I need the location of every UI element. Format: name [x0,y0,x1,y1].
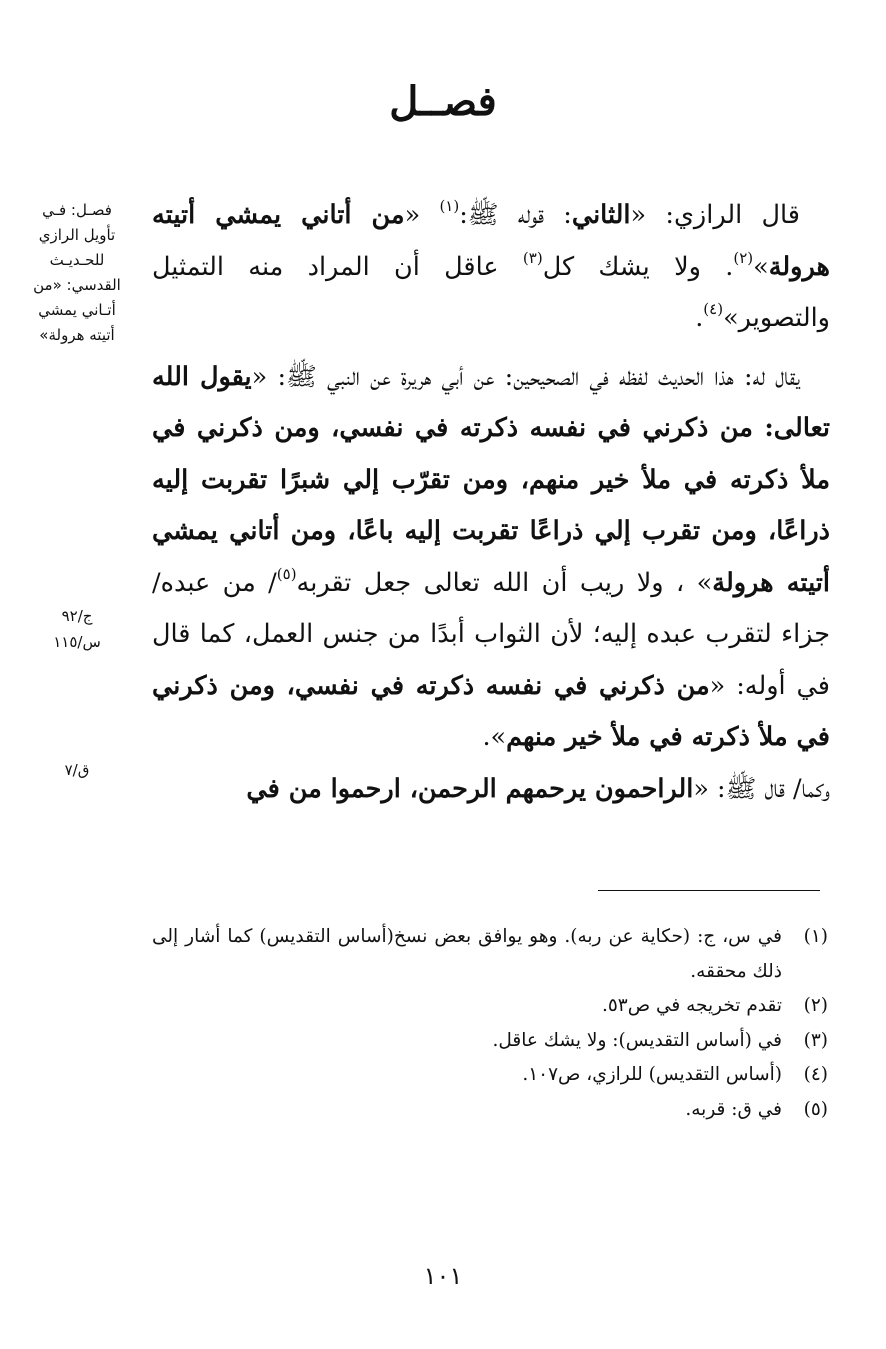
footnote-ref-4[interactable]: (٤) [703,300,724,318]
paragraph-response: يقال له: هذا الحديث لفظه في الصحيحين: عن أبي هريرة عن النبي ﷺ: «يقول الله تعالى: من ذكرني في نفسه ذكرته في نفسي، ومن ذكرني في ملأ ذكرته في ملأ خير منهم، ومن تقرّب إلي شبرًا تقربت إليه ذراعًا، ومن تقرب إلي ذراعًا تقربت إليه باعًا، ومن أتاني يمشي أتيته هرولة» ، ولا ريب أن الله تعالى جعل تقربه$^{(٥)}$/ من عبده/ جزاء لتقرب عبده إليه؛ لأن الثواب أبدًا من جنس العمل، كما قال في أوله: «من ذكرني في نفسه ذكرته في نفسي، ومن ذكرني في ملأ ذكرته في ملأ خير منهم». وكما/ قال ﷺ: «الراحمون يرحمهم الرحمن، ارحموا من في [152,361,830,804]
footnote-text: في (أساس التقديس): ولا يشك عاقل. [492,1029,782,1051]
margin-ref-j: ج/٩٢ [61,607,93,625]
footnote-item [152,1058,828,1093]
footnote-item [152,989,828,1024]
footnote-number: (٤) [803,1064,828,1085]
footnote-ref-2[interactable]: (٢) [733,248,754,267]
footnote-number: (١) [803,926,828,947]
footnote-separator [598,890,820,891]
footnotes [152,920,828,1127]
footnote-ref-5[interactable]: (٥) [276,564,297,583]
footnote-text: في ق: قربه. [685,1098,782,1120]
margin-ref-s: س/١١٥ [53,633,101,651]
footnote-text: (أساس التقديس) للرازي، ص١٠٧. [522,1064,782,1085]
main-text [152,190,830,815]
footnote-number: (٥) [803,1098,828,1120]
footnote-item [152,1093,828,1128]
footnote-item [152,1024,828,1059]
margin-ref-q: ق/٧ [64,761,90,779]
footnote-text: في س، ج: (حكاية عن ربه). وهو يوافق بعض نسخ(أساس التقديس) كما أشار إلى ذلك محققه. [152,926,782,982]
page-number: ١٠١ [423,1262,463,1290]
margin-note-section-summary: فصـل: فـي تأويل الرازي للحـديـث القدسي: «من أتـاني يمشي أتيته هرولة» [33,201,121,344]
page-title: فصــل [389,78,497,125]
footnote-ref-3[interactable]: (٣) [522,248,543,267]
footnote-number: (٣) [803,1029,828,1051]
footnote-ref-1[interactable]: (١) [439,197,460,215]
footnote-number: (٢) [803,995,828,1016]
footnote-text: تقدم تخريجه في ص٥٣. [601,995,782,1016]
footnote-item [152,920,828,989]
paragraph-razi-quote: قال الرازي: «الثاني: قوله ﷺ:$^{(١)}$ «من أتاني يمشي أتيته هرولة»$^{(٢)}$. ولا يشك كل$^{(٣)}$ عاقل أن المراد منه التمثيل والتصوير»$^{(٤)}$. [152,197,830,333]
